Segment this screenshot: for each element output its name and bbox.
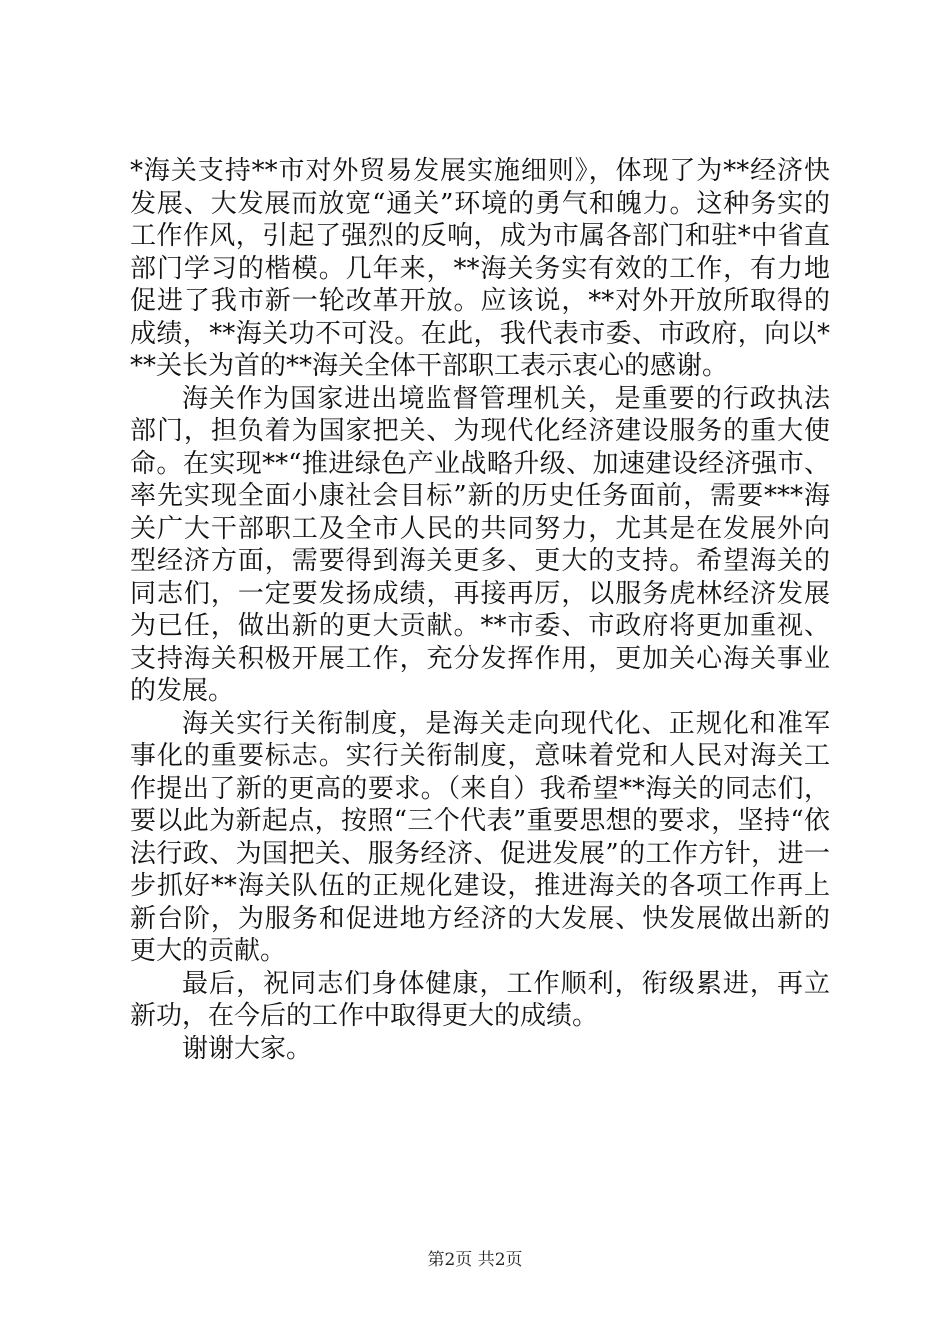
paragraph-2: 海关作为国家进出境监督管理机关，是重要的行政执法部门，担负着为国家把关、为现代化经济建设服务的重大使命。在实现**“推进绿色产业战略升级、加速建设经济强市、率先实现全面小康社会目标”新的历史任务面前，需要***海关广大干部职工及全市人民的共同努力，尤其是在发展外向型经济方面，需要得到海关更多、更大的支持。希望海关的同志们，一定要发扬成绩，再接再厉，以服务虎林经济发展为已任，做出新的更大贡献。**市委、市政府将更加重视、支持海关积极开展工作，充分发挥作用，更加关心海关事业的发展。 (130, 383, 830, 706)
paragraph-5: 谢谢大家。 (182, 1033, 313, 1064)
page-number-footer: 第2页 共2页 (427, 1250, 523, 1270)
paragraph-3: 海关实行关衔制度，是海关走向现代化、正规化和准军事化的重要标志。实行关衔制度，意味着党和人民对海关工作提出了新的更高的要求。（来自）我希望**海关的同志们，要以此为新起点，按照“三个代表”重要思想的要求，坚持“依法行政、为国把关、服务经济、促进发展”的工作方针，进一步抓好**海关队伍的正规化建设，推进海关的各项工作再上新台阶，为服务和促进地方经济的大发展、快发展做出新的更大的贡献。 (130, 708, 830, 966)
paragraph-1: *海关支持**市对外贸易发展实施细则》，体现了为**经济快发展、大发展而放宽“通关”环境的勇气和魄力。这种务实的工作作风，引起了强烈的反响，成为市属各部门和驻*中省直部门学习的楷模。几年来，**海关务实有效的工作，有力地促进了我市新一轮改革开放。应该说，**对外开放所取得的成绩，**海关功不可没。在此，我代表市委、市政府，向以***关长为首的**海关全体干部职工表示衷心的感谢。 (130, 156, 830, 381)
paragraph-4: 最后，祝同志们身体健康，工作顺利，衔级累进，再立新功，在今后的工作中取得更大的成绩。 (130, 968, 830, 1031)
document-body (130, 155, 830, 1065)
